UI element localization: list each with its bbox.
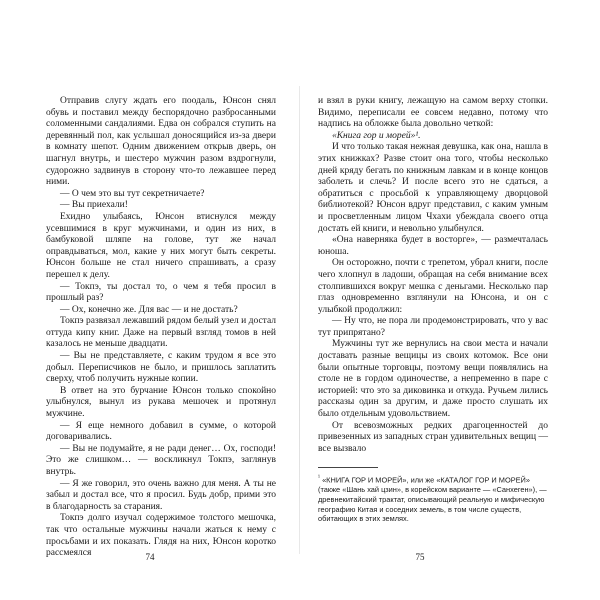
paragraph: — Вы приехали! bbox=[60, 200, 128, 211]
paragraph: Ехидно улыбаясь, Юнсон втиснулся между усевшимися в круг мужчинами, и один из них, в бамбуковой шляпе на голове, тут же начал оправдываться, мол, какие у них могут быть секреты. Юнсон больше не стал ничего спрашивать, а сразу перешел к делу. bbox=[46, 211, 276, 280]
left-page-text bbox=[46, 96, 276, 560]
page-gutter bbox=[299, 86, 300, 554]
paragraph: И что только такая нежная девушка, как она, нашла в этих книжках? Разве стоит она того, чтобы несколько дней кряду бегать по книжным лавкам и в конце концов заболеть и слечь? И после всего это не сдаться, а обратиться с просьбой к управляющему дворцовой библиотекой? Юнсон вдруг представил, с каким умным и просветленным лицом Чхахи убеждала своего отца достать ей книги, и невольно улыбнулся. bbox=[318, 142, 548, 234]
paragraph: «Она наверняка будет в восторге», — размечталась юноша. bbox=[318, 235, 548, 257]
paragraph: — Я же говорил, это очень важно для меня. А ты не забыл и достал все, что я просил. Будь добр, прими это в благодарность за старания. bbox=[46, 478, 276, 512]
paragraph: — Вы не представляете, с каким трудом я все это добыл. Переписчиков не было, и пришлось заплатить сверху, чтоб получить нужные копии. bbox=[46, 351, 276, 385]
footnote-text: «КНИГА ГОР И МОРЕЙ», или же «КАТАЛОГ ГОР И МОРЕЙ» (также «Шань хай цзин», в корейском варианте — «Санхеген»), — древнекитайский трактат, описывающий реальную и мифическую географию Китая и соседних земель, в том числе существ, обитающих в этих землях. bbox=[318, 475, 547, 524]
footnote-rule bbox=[318, 467, 378, 468]
paragraph: Мужчины тут же вернулись на свои места и начали доставать разные вещицы из своих котомок. Все они были опытные торговцы, поэтому вещи появлялись на столе не в гордом одиночестве, а непременно в паре с историей: что это за диковинка и откуда. Ручьем лились рассказы один за другим, и даже просто слушать их было отдельным удовольствием. bbox=[318, 339, 548, 420]
paragraph: — Вы не подумайте, я не ради денег… Ох, господи! Это же слишком… — воскликнул Токпэ, заглянув внутрь. bbox=[46, 443, 276, 477]
paragraph: — Ну что, не пора ли продемонстрировать, что у вас тут припрятано? bbox=[318, 316, 548, 338]
footnote bbox=[318, 474, 548, 523]
right-page bbox=[318, 96, 548, 536]
paragraph: В ответ на это бурчание Юнсон только спокойно улыбнулся, вынул из рукава мешочек и протянул мужчине. bbox=[46, 385, 276, 420]
paragraph: От всевозможных редких драгоценностей до привезенных из западных стран удивительных вещиц — все вызвало bbox=[318, 420, 548, 454]
paragraph: — О чем это вы тут секретничаете? bbox=[60, 188, 205, 199]
paragraph: Отправив слугу ждать его поодаль, Юнсон снял обувь и поставил между беспорядочно разбросанными соломенными сандалиями. Едва он собрался ступить на деревянный пол, как услышал доносящийся из-за двери в комнату шепот. Одним движением открыв дверь, он шагнул внутрь, и шестеро мужчин разом вздрогнули, судорожно задвинув в сторону что-то лежавшее перед ними. bbox=[46, 96, 276, 188]
page-number-left: 74 bbox=[145, 552, 155, 562]
paragraph: — Токпэ, ты достал то, о чем я тебя просил в прошлый раз? bbox=[46, 281, 276, 304]
paragraph: — Я еще немного добавил в сумме, о которой договаривались. bbox=[46, 420, 276, 443]
paragraph: — Ох, конечно же. Для вас — и не достать? bbox=[60, 304, 238, 315]
paragraph: Токпэ долго изучал содержимое толстого мешочка, так что остальные мужчины начали жаться к нему с просьбами и их показать. Глядя на них, Юнсон коротко рассмеялся bbox=[46, 513, 276, 559]
book-title-line: «Книга гор и морей»¹. bbox=[332, 130, 421, 141]
footnote-mark: ¹ bbox=[318, 475, 320, 482]
paragraph: Токпэ развязал лежавший рядом белый узел и достал оттуда кипу книг. Даже на первый взгляд томов в ней казалось не меньше двадцати. bbox=[46, 316, 276, 350]
page-number-right: 75 bbox=[415, 552, 425, 562]
paragraph: и взял в руки книгу, лежащую на самом верху стопки. Видимо, переписали ее совсем недавно, потому что надпись на обложке была довольно четкой: bbox=[318, 96, 548, 130]
paragraph: Он осторожно, почти с трепетом, убрал книги, после чего хлопнул в ладоши, обращая на себя внимание всех столпившихся вокруг мешка с деньгами. Несколько пар глаз одновременно взглянули на Юнсона, и он с улыбкой продолжил: bbox=[318, 258, 548, 315]
right-page-text bbox=[318, 96, 548, 455]
